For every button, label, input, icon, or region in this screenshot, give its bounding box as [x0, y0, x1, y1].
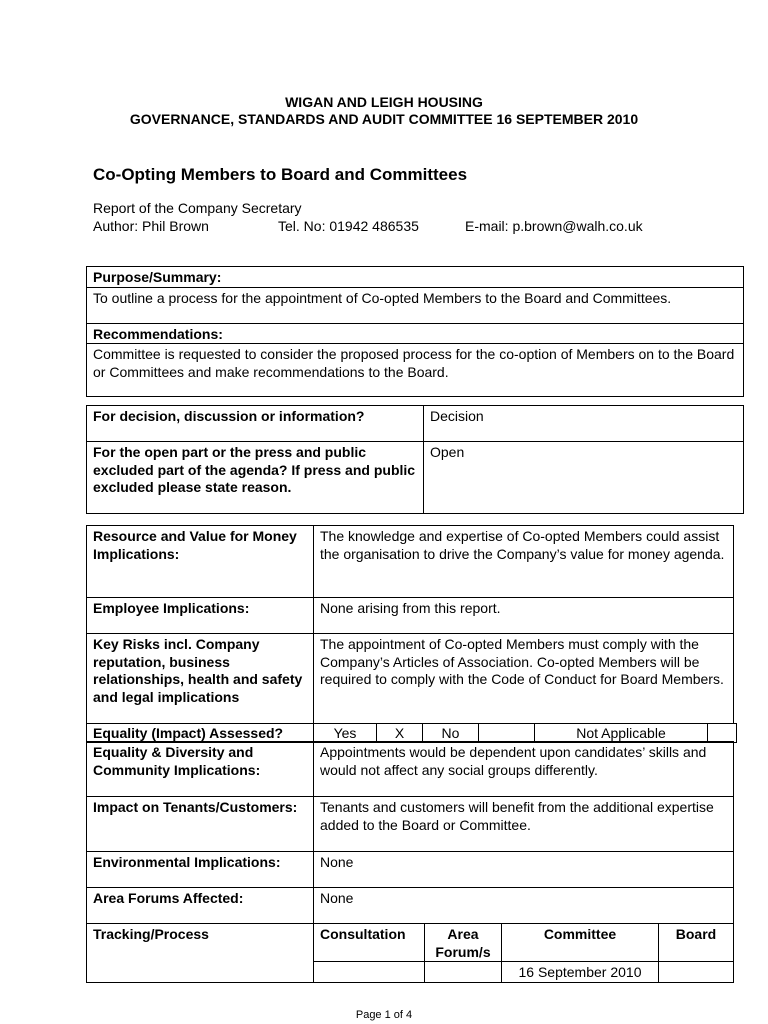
resource-label: Resource and Value for Money Implications:	[87, 526, 314, 598]
equality-no-box	[479, 724, 535, 743]
tracking-value-area-forum	[425, 962, 502, 983]
implications-table-2	[86, 741, 734, 924]
equality-mark: X	[377, 724, 423, 743]
tracking-value-board	[659, 962, 734, 983]
equality-no: No	[423, 724, 479, 743]
author-name: Author: Phil Brown	[93, 218, 209, 234]
tracking-value-committee: 16 September 2010	[502, 962, 659, 983]
purpose-label: Purpose/Summary:	[87, 267, 744, 288]
employee-text: None arising from this report.	[314, 598, 734, 634]
tracking-value-consultation	[314, 962, 425, 983]
tracking-label: Tracking/Process	[87, 924, 314, 983]
open-answer: Open	[424, 442, 744, 514]
equality-table	[86, 723, 737, 743]
meeting-title: GOVERNANCE, STANDARDS AND AUDIT COMMITTEE 16 SEPTEMBER 2010	[129, 111, 639, 127]
decision-answer: Decision	[424, 406, 744, 442]
employee-label: Employee Implications:	[87, 598, 314, 634]
recommendations-text: Committee is requested to consider the proposed process for the co-option of Members on to the Board or Committees and make recommendations to the Board.	[87, 344, 744, 397]
tracking-table	[86, 923, 734, 983]
page-title: Co-Opting Members to Board and Committees	[93, 165, 468, 184]
risks-text: The appointment of Co-opted Members must comply with the Company’s Articles of Association. Co-opted Members will be required to comply with the Code of Conduct for Board Members.	[314, 634, 734, 724]
risks-label: Key Risks incl. Company reputation, business relationships, health and safety and legal implications	[87, 634, 314, 724]
report-of: Report of the Company Secretary	[93, 200, 302, 216]
forums-text: None	[314, 888, 734, 924]
page-footer: Page 1 of 4	[355, 1009, 413, 1021]
tracking-header-committee: Committee	[502, 924, 659, 962]
implications-table	[86, 525, 734, 724]
decision-question: For decision, discussion or information?	[87, 406, 424, 442]
decision-table	[86, 405, 744, 514]
diversity-label: Equality & Diversity and Community Implications:	[87, 742, 314, 797]
equality-label: Equality (Impact) Assessed?	[87, 724, 314, 743]
resource-text: The knowledge and expertise of Co-opted Members could assist the organisation to drive the Company’s value for money agenda.	[314, 526, 734, 598]
forums-label: Area Forums Affected:	[87, 888, 314, 924]
tenants-label: Impact on Tenants/Customers:	[87, 797, 314, 852]
purpose-text: To outline a process for the appointment of Co-opted Members to the Board and Committees.	[87, 287, 744, 323]
equality-na-box	[708, 724, 737, 743]
tracking-header-area-forum: Area Forum/s	[425, 924, 502, 962]
diversity-text: Appointments would be dependent upon candidates’ skills and would not affect any social groups differently.	[314, 742, 734, 797]
tracking-header-consultation: Consultation	[314, 924, 425, 962]
equality-na: Not Applicable	[535, 724, 708, 743]
author-line	[93, 218, 643, 234]
tracking-header-board: Board	[659, 924, 734, 962]
org-name: WIGAN AND LEIGH HOUSING	[285, 94, 483, 110]
environmental-label: Environmental Implications:	[87, 852, 314, 888]
author-email: E-mail: p.brown@walh.co.uk	[465, 218, 643, 234]
author-tel: Tel. No: 01942 486535	[278, 218, 419, 234]
equality-yes: Yes	[314, 724, 377, 743]
recommendations-label: Recommendations:	[87, 323, 744, 344]
tenants-text: Tenants and customers will benefit from the additional expertise added to the Board or Committee.	[314, 797, 734, 852]
open-question: For the open part or the press and public excluded part of the agenda? If press and public excluded please state reason.	[87, 442, 424, 514]
summary-table	[86, 266, 744, 397]
environmental-text: None	[314, 852, 734, 888]
